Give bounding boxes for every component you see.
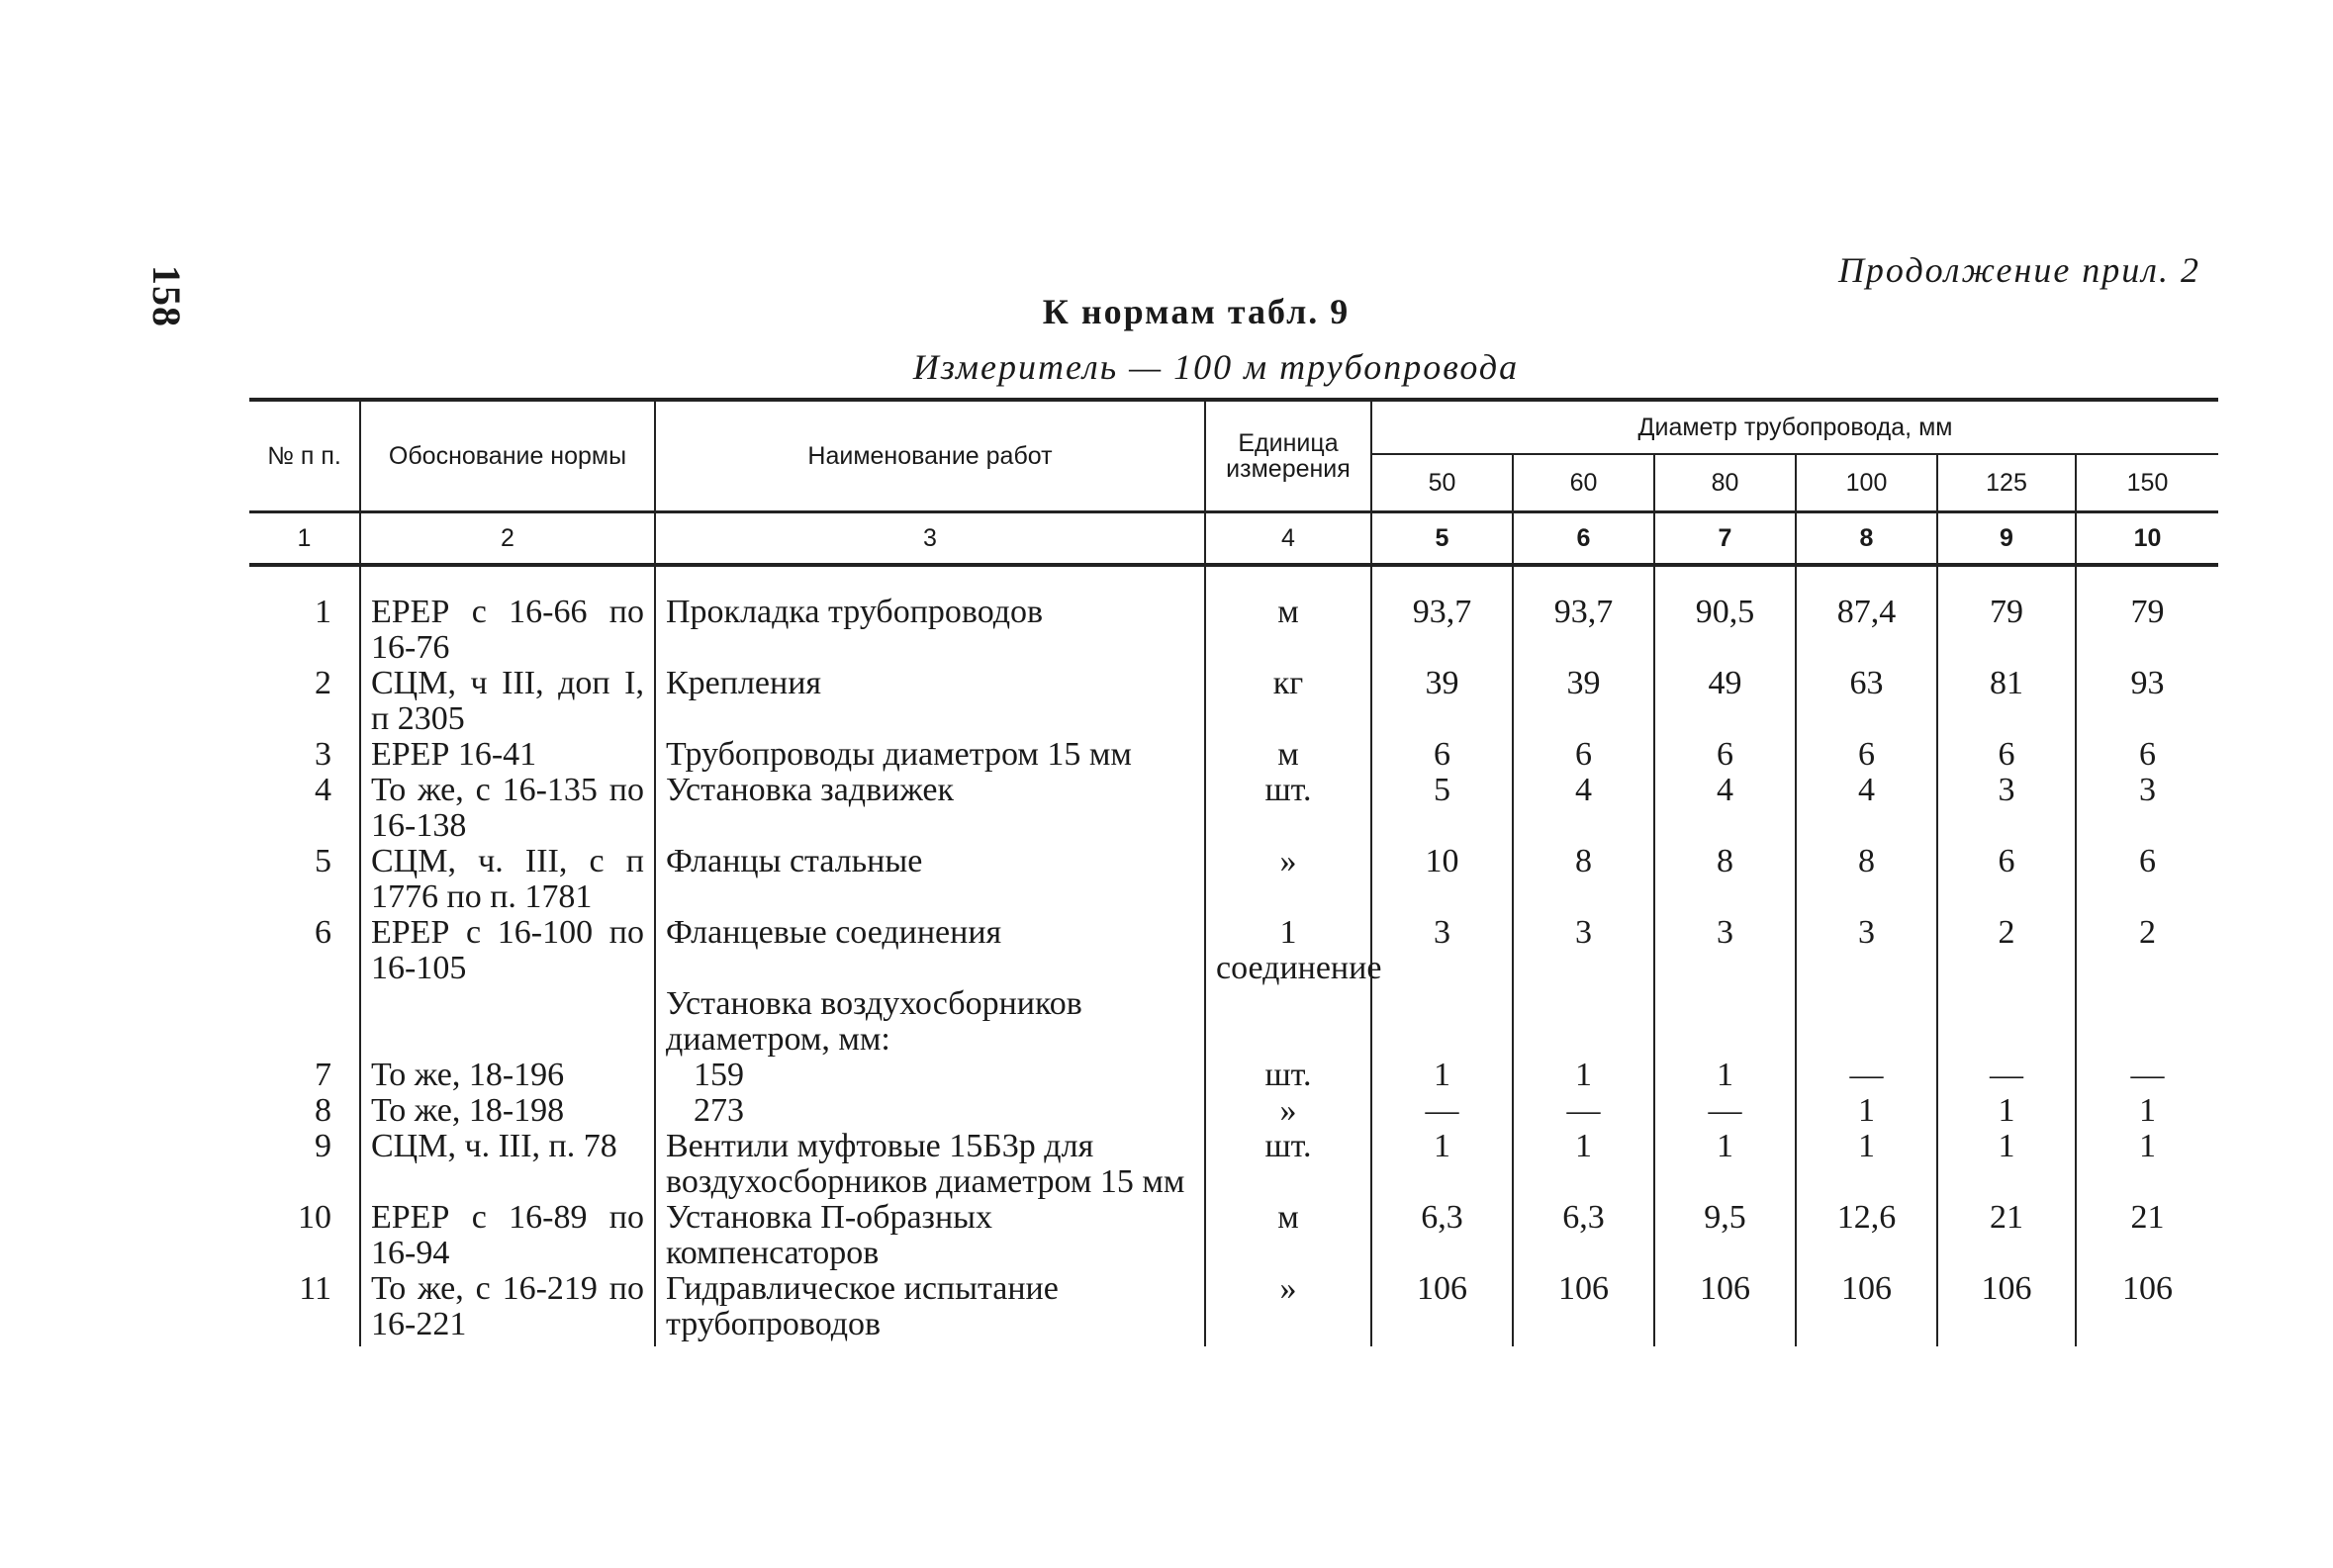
row-value-150: — (2076, 1058, 2218, 1093)
row-basis: ЕРЕР с 16-89 по 16-94 (360, 1200, 655, 1271)
measure-caption: Измеритель — 100 м трубопровода (912, 347, 1520, 387)
row-value-80: — (1654, 1093, 1796, 1129)
row-value-150: 3 (2076, 773, 2218, 844)
row-basis: СЦМ, ч. III, п. 78 (360, 1129, 655, 1200)
row-unit: м (1205, 1200, 1371, 1271)
row-unit: » (1205, 844, 1371, 915)
row-value-50 (1371, 986, 1513, 1058)
table-row (249, 1129, 2218, 1200)
row-unit: » (1205, 1271, 1371, 1346)
table-row (249, 1093, 2218, 1129)
row-unit: шт. (1205, 1058, 1371, 1093)
row-value-125: 1 (1937, 1129, 2076, 1200)
row-value-100: 1 (1796, 1093, 1937, 1129)
row-value-150: 79 (2076, 595, 2218, 666)
column-number: 3 (655, 512, 1205, 566)
row-value-50: 39 (1371, 666, 1513, 737)
row-value-80: 4 (1654, 773, 1796, 844)
row-value-100: 87,4 (1796, 595, 1937, 666)
row-value-100: 12,6 (1796, 1200, 1937, 1271)
row-number (249, 986, 360, 1058)
spacer-row (249, 565, 2218, 595)
row-basis: То же, с 16-219 по 16-221 (360, 1271, 655, 1346)
row-number: 10 (249, 1200, 360, 1271)
row-number: 6 (249, 915, 360, 986)
row-basis: СЦМ, ч III, доп I, п 2305 (360, 666, 655, 737)
row-basis: То же, 18-196 (360, 1058, 655, 1093)
row-value-60: 1 (1513, 1058, 1654, 1093)
row-basis: ЕРЕР с 16-100 по 16-105 (360, 915, 655, 986)
row-value-150: 21 (2076, 1200, 2218, 1271)
row-value-60: 106 (1513, 1271, 1654, 1346)
row-number: 5 (249, 844, 360, 915)
row-unit: шт. (1205, 773, 1371, 844)
row-value-100: 6 (1796, 737, 1937, 773)
row-value-60: — (1513, 1093, 1654, 1129)
row-value-100: 3 (1796, 915, 1937, 986)
norms-table (249, 398, 2218, 1346)
row-unit: » (1205, 1093, 1371, 1129)
row-value-125 (1937, 986, 2076, 1058)
column-number: 4 (1205, 512, 1371, 566)
row-value-50: 93,7 (1371, 595, 1513, 666)
row-number: 4 (249, 773, 360, 844)
row-value-60: 39 (1513, 666, 1654, 737)
table-row (249, 1200, 2218, 1271)
row-value-50: — (1371, 1093, 1513, 1129)
row-value-80: 8 (1654, 844, 1796, 915)
row-value-125: 106 (1937, 1271, 2076, 1346)
column-number: 6 (1513, 512, 1654, 566)
row-value-60: 1 (1513, 1129, 1654, 1200)
row-value-80: 6 (1654, 737, 1796, 773)
table-row (249, 986, 2218, 1058)
row-work-name: 273 (694, 1092, 744, 1129)
row-value-80 (1654, 986, 1796, 1058)
row-value-60: 8 (1513, 844, 1654, 915)
row-value-60: 3 (1513, 915, 1654, 986)
row-value-150 (2076, 986, 2218, 1058)
header-diameter-80: 80 (1654, 454, 1796, 512)
row-value-125: 79 (1937, 595, 2076, 666)
row-value-125: 6 (1937, 844, 2076, 915)
header-name: Наименование работ (655, 400, 1205, 512)
header-diameter-100: 100 (1796, 454, 1937, 512)
row-value-150: 1 (2076, 1093, 2218, 1129)
row-value-80: 1 (1654, 1058, 1796, 1093)
row-value-60: 4 (1513, 773, 1654, 844)
row-value-80: 3 (1654, 915, 1796, 986)
column-number: 8 (1796, 512, 1937, 566)
row-value-100: 4 (1796, 773, 1937, 844)
row-number: 2 (249, 666, 360, 737)
row-number: 9 (249, 1129, 360, 1200)
column-number: 9 (1937, 512, 2076, 566)
row-unit (1205, 986, 1371, 1058)
table-row (249, 1271, 2218, 1346)
row-value-80: 9,5 (1654, 1200, 1796, 1271)
row-value-150: 106 (2076, 1271, 2218, 1346)
row-value-60: 93,7 (1513, 595, 1654, 666)
row-value-80: 49 (1654, 666, 1796, 737)
table-title: К нормам табл. 9 (1042, 292, 1351, 331)
table-row (249, 915, 2218, 986)
column-number: 1 (249, 512, 360, 566)
row-number: 7 (249, 1058, 360, 1093)
row-value-125: 2 (1937, 915, 2076, 986)
row-value-50: 106 (1371, 1271, 1513, 1346)
column-number: 10 (2076, 512, 2218, 566)
row-value-80: 1 (1654, 1129, 1796, 1200)
header-diameter: Диаметр трубопровода, мм (1371, 400, 2218, 454)
row-value-150: 1 (2076, 1129, 2218, 1200)
row-value-50: 1 (1371, 1129, 1513, 1200)
row-value-60: 6,3 (1513, 1200, 1654, 1271)
row-value-100: — (1796, 1058, 1937, 1093)
header-num: № п п. (249, 400, 360, 512)
row-work-name: Трубопроводы диаметром 15 мм (655, 737, 1205, 773)
row-basis: СЦМ, ч. III, с п 1776 по п. 1781 (360, 844, 655, 915)
row-value-80: 90,5 (1654, 595, 1796, 666)
row-work-name: Фланцы стальные (655, 844, 1205, 915)
table-row (249, 666, 2218, 737)
row-basis (360, 986, 655, 1058)
row-value-50: 1 (1371, 1058, 1513, 1093)
header-diameter-150: 150 (2076, 454, 2218, 512)
row-value-60: 6 (1513, 737, 1654, 773)
header-unit: Единица измерения (1205, 400, 1371, 512)
row-value-125: 21 (1937, 1200, 2076, 1271)
table-row (249, 773, 2218, 844)
row-work-name: Прокладка трубопроводов (655, 595, 1205, 666)
row-value-150: 93 (2076, 666, 2218, 737)
table-row (249, 737, 2218, 773)
row-unit: кг (1205, 666, 1371, 737)
row-unit: м (1205, 737, 1371, 773)
row-value-100: 8 (1796, 844, 1937, 915)
row-basis: ЕРЕР 16-41 (360, 737, 655, 773)
row-number: 1 (249, 595, 360, 666)
row-value-100: 63 (1796, 666, 1937, 737)
row-value-100: 1 (1796, 1129, 1937, 1200)
row-unit: шт. (1205, 1129, 1371, 1200)
continuation-note: Продолжение прил. 2 (1837, 250, 2200, 290)
row-basis: ЕРЕР с 16-66 по 16-76 (360, 595, 655, 666)
row-unit: м (1205, 595, 1371, 666)
header-basis: Обоснование нормы (360, 400, 655, 512)
row-value-50: 3 (1371, 915, 1513, 986)
row-group-heading: Установка воздухосборников диаметром, мм: (655, 986, 1205, 1058)
column-number: 7 (1654, 512, 1796, 566)
row-value-50: 10 (1371, 844, 1513, 915)
header-diameter-125: 125 (1937, 454, 2076, 512)
row-value-125: — (1937, 1058, 2076, 1093)
row-work-name: 159 (694, 1057, 744, 1093)
row-value-150: 6 (2076, 844, 2218, 915)
table-row (249, 595, 2218, 666)
table-row (249, 1058, 2218, 1093)
table-row (249, 844, 2218, 915)
row-number: 11 (249, 1271, 360, 1346)
row-value-125: 81 (1937, 666, 2076, 737)
row-value-100 (1796, 986, 1937, 1058)
row-unit: 1 соединение (1205, 915, 1371, 986)
header-diameter-50: 50 (1371, 454, 1513, 512)
row-value-125: 1 (1937, 1093, 2076, 1129)
row-number: 3 (249, 737, 360, 773)
column-number: 5 (1371, 512, 1513, 566)
row-value-80: 106 (1654, 1271, 1796, 1346)
row-value-125: 6 (1937, 737, 2076, 773)
column-number: 2 (360, 512, 655, 566)
row-value-150: 6 (2076, 737, 2218, 773)
row-value-50: 5 (1371, 773, 1513, 844)
row-value-100: 106 (1796, 1271, 1937, 1346)
row-value-60 (1513, 986, 1654, 1058)
row-value-150: 2 (2076, 915, 2218, 986)
row-basis: То же, 18-198 (360, 1093, 655, 1129)
row-value-50: 6,3 (1371, 1200, 1513, 1271)
row-number: 8 (249, 1093, 360, 1129)
row-value-50: 6 (1371, 737, 1513, 773)
row-basis: То же, с 16-135 по 16-138 (360, 773, 655, 844)
row-work-name: Гидравлическое испытание трубопроводов (655, 1271, 1205, 1346)
row-work-name: Крепления (655, 666, 1205, 737)
row-work-name: Фланцевые соединения (655, 915, 1205, 986)
page-number: 158 (144, 265, 189, 327)
header-diameter-60: 60 (1513, 454, 1654, 512)
row-work-name: Вентили муфтовые 15Б3р для воздухосборников диаметром 15 мм (655, 1129, 1205, 1200)
row-value-125: 3 (1937, 773, 2076, 844)
row-work-name: Установка задвижек (655, 773, 1205, 844)
row-work-name: Установка П-образных компенсаторов (655, 1200, 1205, 1271)
